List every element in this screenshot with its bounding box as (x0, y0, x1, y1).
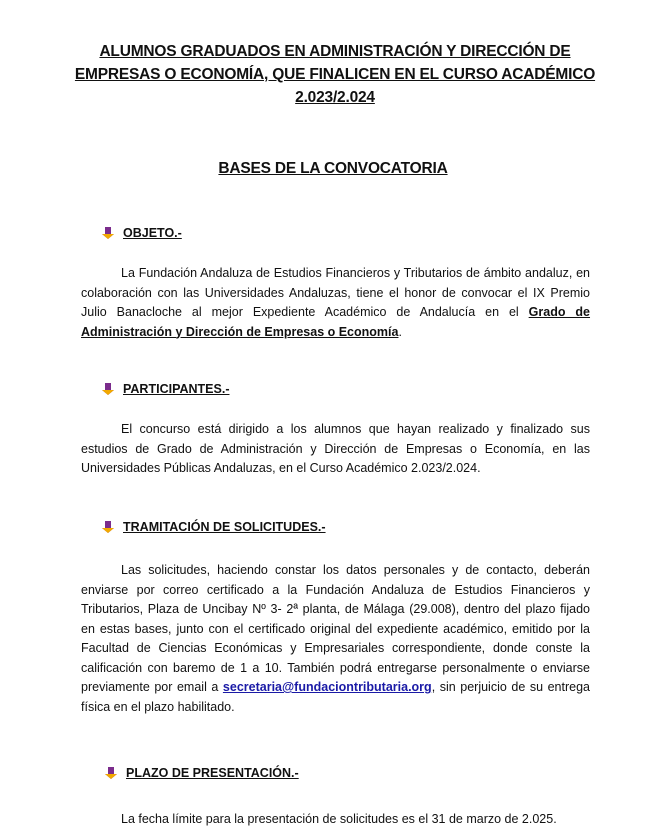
title-line-2: EMPRESAS O ECONOMÍA, QUE FINALICEN EN EL CURSO ACADÉMICO (74, 66, 596, 83)
arrow-bullet-icon (101, 382, 115, 396)
objeto-text-after: . (398, 324, 402, 339)
document-title (60, 40, 610, 109)
arrow-bullet-icon (104, 766, 118, 780)
objeto-text-before: La Fundación Andaluza de Estudios Financieros y Tributarios de ámbito andaluz, en colaboración con las Universidades Andaluzas, tiene el honor de convocar el IX Premio Julio Banacloche al mejor Expediente Académico de Andalucía en el (81, 266, 590, 319)
section-objeto-label: OBJETO.- (123, 226, 182, 240)
section-plazo-text (81, 810, 590, 830)
section-tramitacion-heading (101, 520, 326, 534)
objeto-highlight: Grado de Administración y Dirección de Empresas o Economía (81, 305, 591, 339)
section-objeto-text (81, 264, 590, 342)
document-subtitle: BASES DE LA CONVOCATORIA (218, 160, 448, 177)
section-participantes-text (81, 420, 590, 479)
email-link[interactable]: secretaria@fundaciontributaria.org (222, 680, 432, 694)
participantes-text: El concurso está dirigido a los alumnos que hayan realizado y finalizado sus estudios de Grado de Administración y Dirección de Empresas o Economía, en las Universidades Públicas Andaluzas, en el Curso Académico 2.023/2.024. (81, 422, 590, 475)
section-plazo-label: PLAZO DE PRESENTACIÓN.- (126, 766, 299, 780)
section-participantes-heading (101, 382, 229, 396)
section-tramitacion-text (81, 561, 590, 717)
arrow-bullet-icon (101, 520, 115, 534)
section-plazo-heading (104, 766, 299, 780)
plazo-text: La fecha límite para la presentación de solicitudes es el 31 de marzo de 2.025. (121, 812, 557, 826)
title-line-3: 2.023/2.024 (295, 89, 375, 106)
arrow-bullet-icon (101, 226, 115, 240)
section-participantes-label: PARTICIPANTES.- (123, 382, 230, 396)
section-objeto-heading (101, 226, 182, 240)
tramitacion-text-after: , sin perjuicio de su entrega física en el plazo habilitado. (81, 680, 590, 714)
tramitacion-text-before: Las solicitudes, haciendo constar los datos personales y de contacto, deberán enviarse por correo certificado a la Fundación Andaluza de Estudios Financieros y Tributarios, Plaza de Uncibay Nº 3- 2ª planta, de Málaga (29.008), dentro del plazo fijado en estas bases, junto con el certificado original del expediente académico, emitido por la Facultad de Ciencias Económicas y Empresariales correspondiente, donde conste la calificación con baremo de 1 a 10. También podrá entregarse personalmente o enviarse previamente por email a (81, 563, 590, 694)
title-line-1: ALUMNOS GRADUADOS EN ADMINISTRACIÓN Y DIRECCIÓN DE (99, 43, 571, 60)
section-tramitacion-label: TRAMITACIÓN DE SOLICITUDES.- (123, 520, 326, 534)
